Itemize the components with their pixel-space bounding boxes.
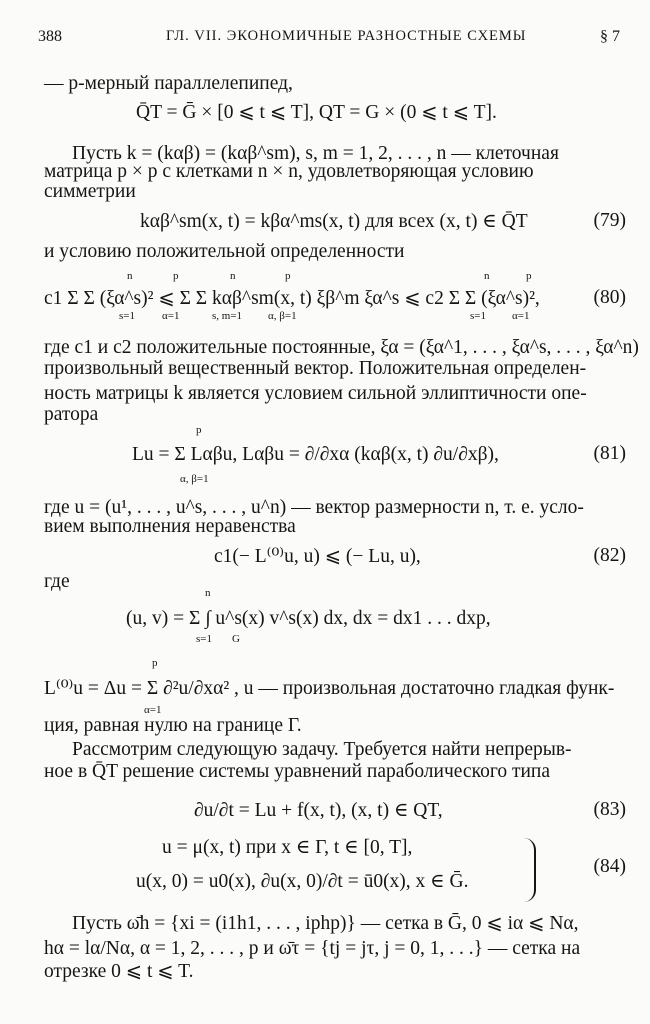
sum-limit-ab1-2: α, β=1 [180, 473, 209, 485]
text-line-3: матрица p × p с клетками n × n, удовлетворяющая условию [44, 161, 534, 182]
eq-number-80: (80) [593, 287, 626, 308]
formula-80: c1 Σ Σ (ξα^s)² ⩽ Σ Σ kαβ^sm(x, t) ξβ^m ξα^s ⩽ c2 Σ Σ (ξα^s)², [44, 288, 540, 309]
formula-79: kαβ^sm(x, t) = kβα^ms(x, t) для всех (x, t) ∈ Q̄T [140, 211, 528, 232]
sum-limit-n-4: n [205, 587, 211, 599]
page-number: 388 [38, 28, 62, 45]
chapter-title: ГЛ. VII. ЭКОНОМИЧНЫЕ РАЗНОСТНЫЕ СХЕМЫ [166, 28, 527, 44]
text-line-8: ность матрицы k является условием сильной эллиптичности опе- [44, 383, 587, 404]
eq-number-79: (79) [593, 210, 626, 231]
sum-limit-s1-3: s=1 [196, 633, 212, 645]
text-line-12: где [44, 571, 70, 592]
formula-82: c1(− L⁽⁰⁾u, u) ⩽ (− Lu, u), [214, 546, 421, 567]
eq-number-81: (81) [593, 443, 626, 464]
formula-81: Lu = Σ Lαβu, Lαβu = ∂/∂xα (kαβ(x, t) ∂u/∂xβ), [132, 444, 499, 465]
text-line-1: — p-мерный параллелепипед, [44, 73, 293, 94]
sum-limit-p-1: p [173, 270, 179, 282]
sum-limit-ab1: α, β=1 [268, 310, 297, 322]
eq-number-82: (82) [593, 545, 626, 566]
running-header [38, 28, 620, 52]
text-line-16: ное в Q̄T решение системы уравнений параболического типа [44, 761, 551, 782]
text-line-7: произвольный вещественный вектор. Положительная определен- [44, 358, 587, 379]
text-line-14: ция, равная нулю на границе Γ. [44, 715, 302, 736]
sum-limit-n-2: n [230, 270, 236, 282]
integral-domain: G [232, 633, 240, 645]
sum-limit-s1: s=1 [119, 310, 135, 322]
text-line-17: Пусть ω̄h = {xi = (i1h1, . . . , iphp)} — сетка в Ḡ, 0 ⩽ iα ⩽ Nα, [72, 913, 579, 934]
sum-limit-n-3: n [484, 270, 490, 282]
section-mark: § 7 [600, 28, 620, 45]
text-line-5: и условию положительной определенности [44, 241, 405, 262]
formula-84-line-1: u = μ(x, t) при x ∈ Γ, t ∈ [0, T], [162, 837, 413, 858]
eq-number-83: (83) [593, 799, 626, 820]
sum-limit-n-1: n [127, 270, 133, 282]
formula-83: ∂u/∂t = Lu + f(x, t), (x, t) ∈ QT, [194, 800, 443, 821]
formula-inner-product: (u, v) = Σ ∫ u^s(x) v^s(x) dx, dx = dx1 . . . dxp, [126, 608, 491, 629]
text-line-13: L⁽⁰⁾u = Δu = Σ ∂²u/∂xα² , u — произвольная достаточно гладкая функ- [44, 678, 615, 699]
sum-limit-a1-2: α=1 [512, 310, 530, 322]
text-line-2: Пусть k = (kαβ) = (kαβ^sm), s, m = 1, 2, . . . , n — клеточная [72, 143, 559, 164]
text-line-4: симметрии [44, 181, 136, 202]
formula-84-line-2: u(x, 0) = u0(x), ∂u(x, 0)/∂t = ū0(x), x ∈ Ḡ. [136, 871, 469, 892]
sum-limit-a1: α=1 [162, 310, 180, 322]
text-line-10: где u = (u¹, . . . , u^s, . . . , u^n) — вектор размерности n, т. е. усло- [44, 497, 584, 518]
text-line-15: Рассмотрим следующую задачу. Требуется найти непрерыв- [72, 739, 572, 760]
sum-limit-a1-3: α=1 [144, 704, 162, 716]
text-line-11: вием выполнения неравенства [44, 516, 296, 537]
system-brace [518, 838, 536, 902]
sum-limit-p-4: p [196, 424, 202, 436]
text-line-19: отрезке 0 ⩽ t ⩽ T. [44, 961, 194, 982]
text-line-18: hα = lα/Nα, α = 1, 2, . . . , p и ω̄τ = {tj = jτ, j = 0, 1, . . .} — сетка на [44, 938, 581, 959]
text-line-6: где c1 и c2 положительные постоянные, ξα = (ξα^1, . . . , ξα^s, . . . , ξα^n) [44, 337, 639, 358]
sum-limit-p-3: p [526, 270, 532, 282]
formula-domains: Q̄T = Ḡ × [0 ⩽ t ⩽ T], QT = G × (0 ⩽ t ⩽ T]. [136, 102, 497, 123]
sum-limit-sm1: s, m=1 [212, 310, 243, 322]
sum-limit-p-5: p [152, 657, 158, 669]
eq-number-84: (84) [593, 856, 626, 877]
sum-limit-s1-2: s=1 [470, 310, 486, 322]
text-line-9: ратора [44, 404, 99, 425]
sum-limit-p-2: p [285, 270, 291, 282]
